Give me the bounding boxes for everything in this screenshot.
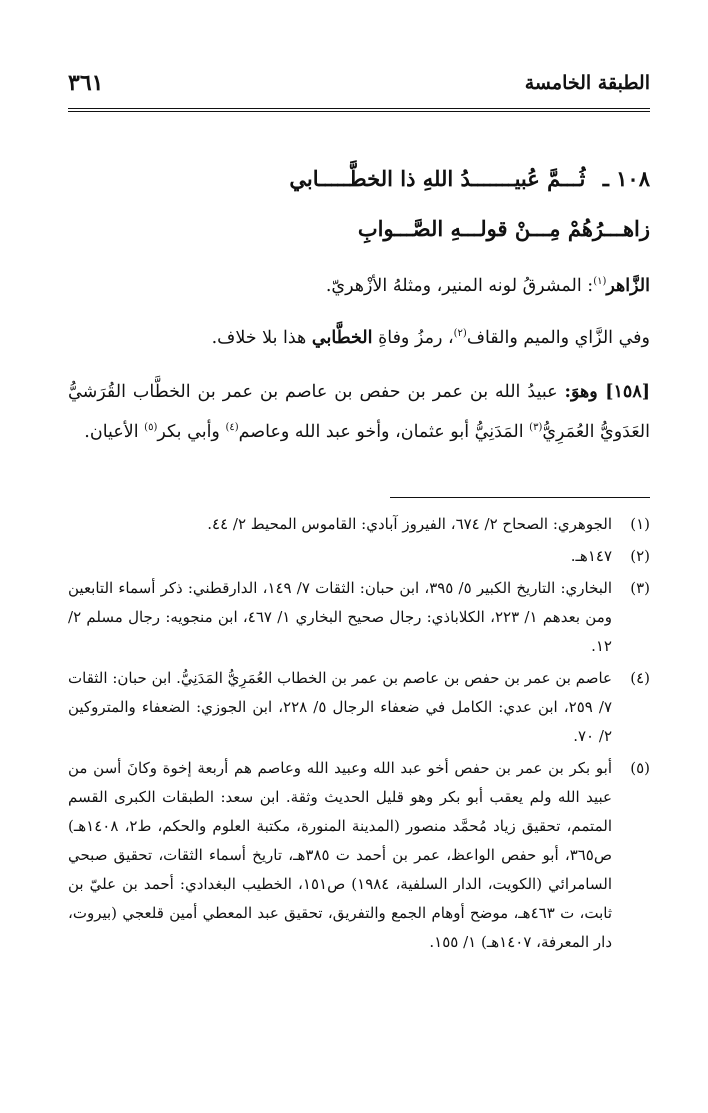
footnote-ref-5: (٥) bbox=[144, 422, 158, 434]
footnote-number: (٢) bbox=[630, 547, 650, 565]
page-header bbox=[68, 66, 650, 106]
footnote-item bbox=[68, 664, 650, 751]
bio-text-4: الأعيان. bbox=[84, 422, 145, 442]
p2-name-bold: الخطَّابي bbox=[311, 328, 373, 348]
verse-text-1: ثُـــمَّ عُبيـــــــدُ اللهِ ذا الخطَّـــــابي bbox=[289, 166, 586, 191]
page-number: ٣٦١ bbox=[68, 70, 104, 96]
bio-text-1: عبيدُ الله بن عمر بن حفص بن عاصم بن عمر بن الخطَّاب القُرَشيُّ العَدَويُّ العُمَرِيُّ bbox=[68, 382, 650, 442]
p2-text-before: وفي الزَّاي والميم والقاف bbox=[466, 328, 650, 348]
footnote-ref-4: (٤) bbox=[225, 422, 239, 434]
footnote-number: (٣) bbox=[630, 579, 650, 597]
footnote-item bbox=[68, 510, 650, 539]
verse-number: ١٠٨ ـ bbox=[602, 166, 650, 191]
entry-label: [١٥٨] وهوَ: bbox=[564, 382, 650, 402]
footnote-ref-3: (٣) bbox=[529, 422, 543, 434]
header-rule bbox=[68, 108, 650, 112]
footnote-ref-2: (٢) bbox=[453, 328, 467, 340]
footnote-item bbox=[68, 574, 650, 661]
bio-text-3: وأبي بكر bbox=[157, 422, 226, 442]
paragraph-death-code bbox=[68, 318, 650, 358]
p2-text-after: هذا بلا خلاف. bbox=[211, 328, 312, 348]
footnote-number: (١) bbox=[630, 515, 650, 533]
p2-text-mid: ، رمزُ وفاةِ bbox=[372, 328, 454, 348]
verse-text-2: زاهـــرُهُمْ مِـــنْ قولـــهِ الصَّـــوابِ bbox=[357, 216, 650, 241]
footnotes bbox=[68, 510, 650, 960]
verse-line-1 bbox=[68, 166, 650, 191]
footnote-ref-1: (١) bbox=[593, 276, 607, 288]
footnote-number: (٤) bbox=[630, 669, 650, 687]
term-zahir: الزَّاهر bbox=[606, 276, 650, 296]
footnote-number: (٥) bbox=[630, 759, 650, 777]
footnote-item bbox=[68, 542, 650, 571]
verse-line-2 bbox=[290, 216, 650, 241]
running-title: الطبقة الخامسة bbox=[524, 72, 650, 94]
footnote-text: البخاري: التاريخ الكبير ٥/ ٣٩٥، ابن حبان: الثقات ٧/ ١٤٩، الدارقطني: ذكر أسماء التابعين ومن بعدهم ١/ ٢٢٣، الكلاباذي: رجال صحيح البخاري ١/ ٤٦٧، ابن منجويه: رجال مسلم ٢/ ١٢. bbox=[68, 579, 613, 655]
paragraph-definition bbox=[68, 266, 650, 306]
footnote-text: ١٤٧هـ. bbox=[570, 547, 612, 565]
footnote-item bbox=[68, 754, 650, 957]
footnote-separator bbox=[390, 497, 650, 498]
footnote-text: أبو بكر بن عمر بن حفص أخو عبد الله وعبيد الله وعاصم هم أربعة إخوة وكانَ أسن من عبيد الله ولم يعقب أبو بكر وهو قليل الحديث وثقة. ابن سعد: الطبقات الكبرى القسم المتمم، تحقيق زياد مُحمَّد منصور (المدينة المنورة، مكتبة العلوم والحكم، ط٢، ١٤٠٨هـ) ص٣٦٥، أبو حفص الواعظ، عمر بن أحمد ت ٣٨٥هـ، تاريخ أسماء الثقات، تحقيق صبحي السامرائي (الكويت، الدار السلفية، ١٩٨٤) ص١٥١، الخطيب البغدادي: أحمد بن عليّ بن ثابت، ت ٤٦٣هـ، موضح أوهام الجمع والتفريق، تحقيق عبد المعطي أمين قلعجي (بيروت، دار المعرفة، ١٤٠٧هـ) ١/ ١٥٥. bbox=[68, 759, 612, 951]
bio-text-2: المَدَنِيُّ أبو عثمان، وأخو عبد الله وعاصم bbox=[238, 422, 530, 442]
paragraph-biography bbox=[68, 372, 650, 452]
footnote-text: الجوهري: الصحاح ٢/ ٦٧٤، الفيروز آبادي: القاموس المحيط ٢/ ٤٤. bbox=[207, 515, 612, 533]
footnote-text: عاصم بن عمر بن حفص بن عاصم بن عمر بن الخطاب العُمَرِيُّ المَدَنِيُّ. ابن حبان: الثقات ٧/ ٢٥٩، ابن عدي: الكامل في ضعفاء الرجال ٥/ ٢٢٨، ابن الجوزي: الضعفاء والمتروكين ٢/ ٧٠. bbox=[68, 669, 612, 745]
definition-text: : المشرقُ لونه المنير، ومثلهُ الأزْهريّ. bbox=[325, 276, 594, 296]
